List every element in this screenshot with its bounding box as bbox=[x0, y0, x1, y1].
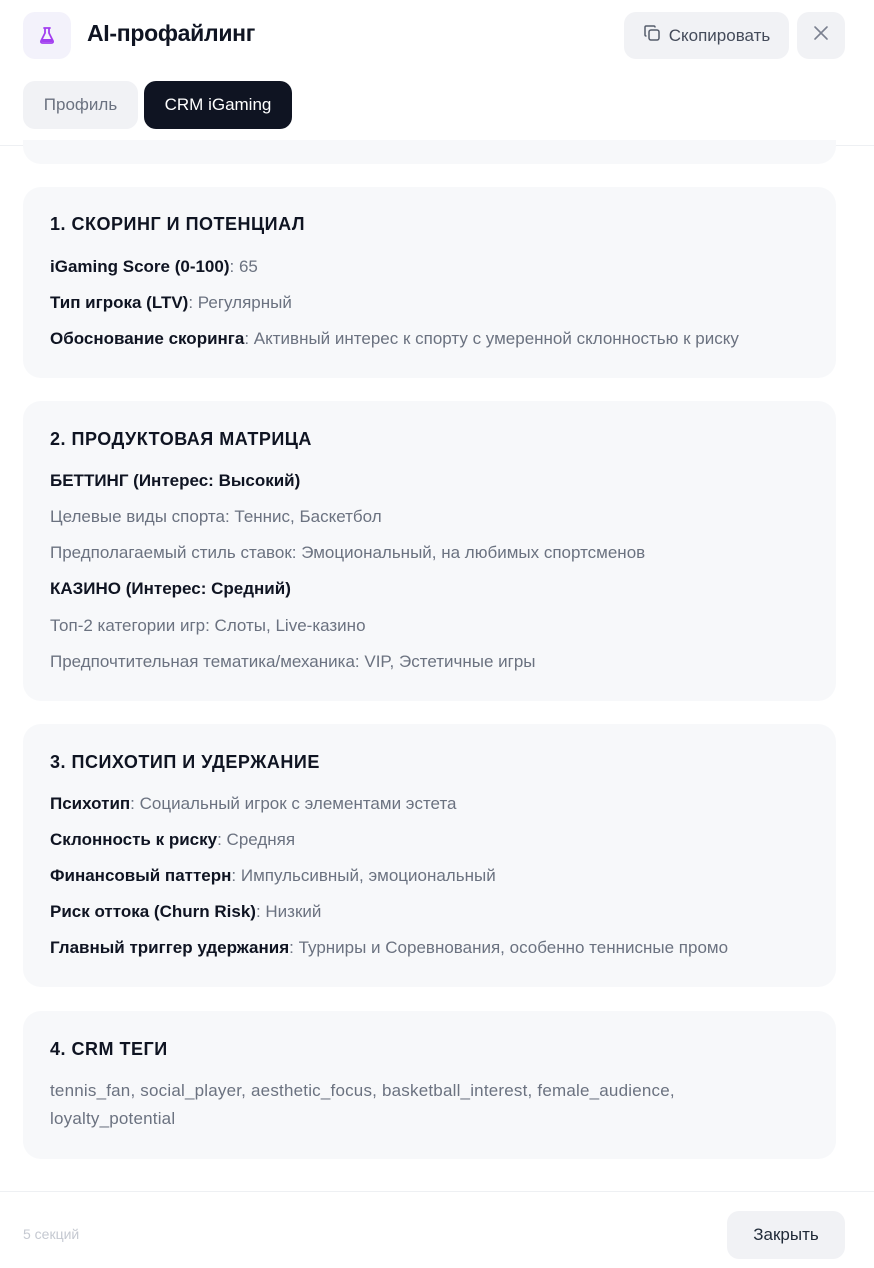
betting-heading: БЕТТИНГ (Интерес: Высокий) bbox=[50, 471, 301, 490]
close-footer-button[interactable]: Закрыть bbox=[727, 1211, 845, 1259]
page-title: AI-профайлинг bbox=[87, 20, 256, 46]
field-value: : Социальный игрок с элементами эстета bbox=[130, 794, 457, 813]
field-row bbox=[50, 938, 728, 958]
field-label: iGaming Score (0-100) bbox=[50, 257, 230, 276]
field-label: Обоснование скоринга bbox=[50, 329, 245, 348]
field-row bbox=[50, 794, 457, 814]
text-line: Предпочтительная тематика/механика: VIP, Эстетичные игры bbox=[50, 652, 536, 671]
text-line: Предполагаемый стиль ставок: Эмоциональный, на любимых спортсменов bbox=[50, 543, 646, 562]
close-icon bbox=[813, 25, 829, 46]
section-card-scoring bbox=[23, 187, 836, 378]
field-label: Финансовый паттерн bbox=[50, 866, 232, 885]
previous-card-edge bbox=[23, 140, 836, 164]
field-row bbox=[50, 257, 258, 277]
section-card-product-matrix bbox=[23, 401, 836, 701]
field-label: Главный триггер удержания bbox=[50, 938, 290, 957]
copy-button-label: Скопировать bbox=[668, 25, 771, 45]
field-row bbox=[50, 830, 295, 850]
field-label: Риск оттока (Churn Risk) bbox=[50, 902, 256, 921]
modal-footer bbox=[0, 1191, 874, 1268]
copy-icon bbox=[643, 24, 661, 47]
casino-heading: КАЗИНО (Интерес: Средний) bbox=[50, 579, 291, 598]
modal-header bbox=[0, 0, 874, 146]
section-title: 4. CRM ТЕГИ bbox=[50, 1039, 168, 1059]
flask-icon bbox=[23, 12, 71, 59]
tab-profile[interactable]: Профиль bbox=[23, 81, 138, 129]
field-value: : Низкий bbox=[255, 902, 322, 921]
field-row bbox=[50, 866, 496, 886]
field-row bbox=[50, 293, 292, 313]
section-title: 2. ПРОДУКТОВАЯ МАТРИЦА bbox=[50, 429, 312, 449]
field-value: : Активный интерес к спорту с умеренной склонностью к риску bbox=[244, 329, 739, 348]
crm-tags-list: tennis_fan, social_player, aesthetic_focus, basketball_interest, female_audience, loyalty_potential bbox=[50, 1081, 675, 1128]
field-value: : 65 bbox=[229, 257, 258, 276]
section-card-psychotype bbox=[23, 724, 836, 987]
section-count: 5 секций bbox=[23, 1226, 80, 1242]
text-line: Целевые виды спорта: Теннис, Баскетбол bbox=[50, 507, 382, 526]
field-value: : Регулярный bbox=[188, 293, 292, 312]
section-card-crm-tags bbox=[23, 1011, 836, 1159]
field-label: Тип игрока (LTV) bbox=[50, 293, 189, 312]
text-line: Топ-2 категории игр: Слоты, Live-казино bbox=[50, 616, 366, 635]
field-value: : Импульсивный, эмоциональный bbox=[231, 866, 496, 885]
section-title: 3. ПСИХОТИП И УДЕРЖАНИЕ bbox=[50, 752, 320, 772]
field-row bbox=[50, 902, 321, 922]
tab-crm-igaming[interactable]: CRM iGaming bbox=[144, 81, 292, 129]
copy-button[interactable] bbox=[624, 12, 789, 59]
field-value: : Турниры и Соревнования, особенно теннисные промо bbox=[289, 938, 729, 957]
field-label: Склонность к риску bbox=[50, 830, 218, 849]
field-value: : Средняя bbox=[217, 830, 296, 849]
section-title: 1. СКОРИНГ И ПОТЕНЦИАЛ bbox=[50, 214, 305, 234]
close-button[interactable] bbox=[797, 12, 845, 59]
field-label: Психотип bbox=[50, 794, 131, 813]
field-row bbox=[50, 329, 739, 349]
